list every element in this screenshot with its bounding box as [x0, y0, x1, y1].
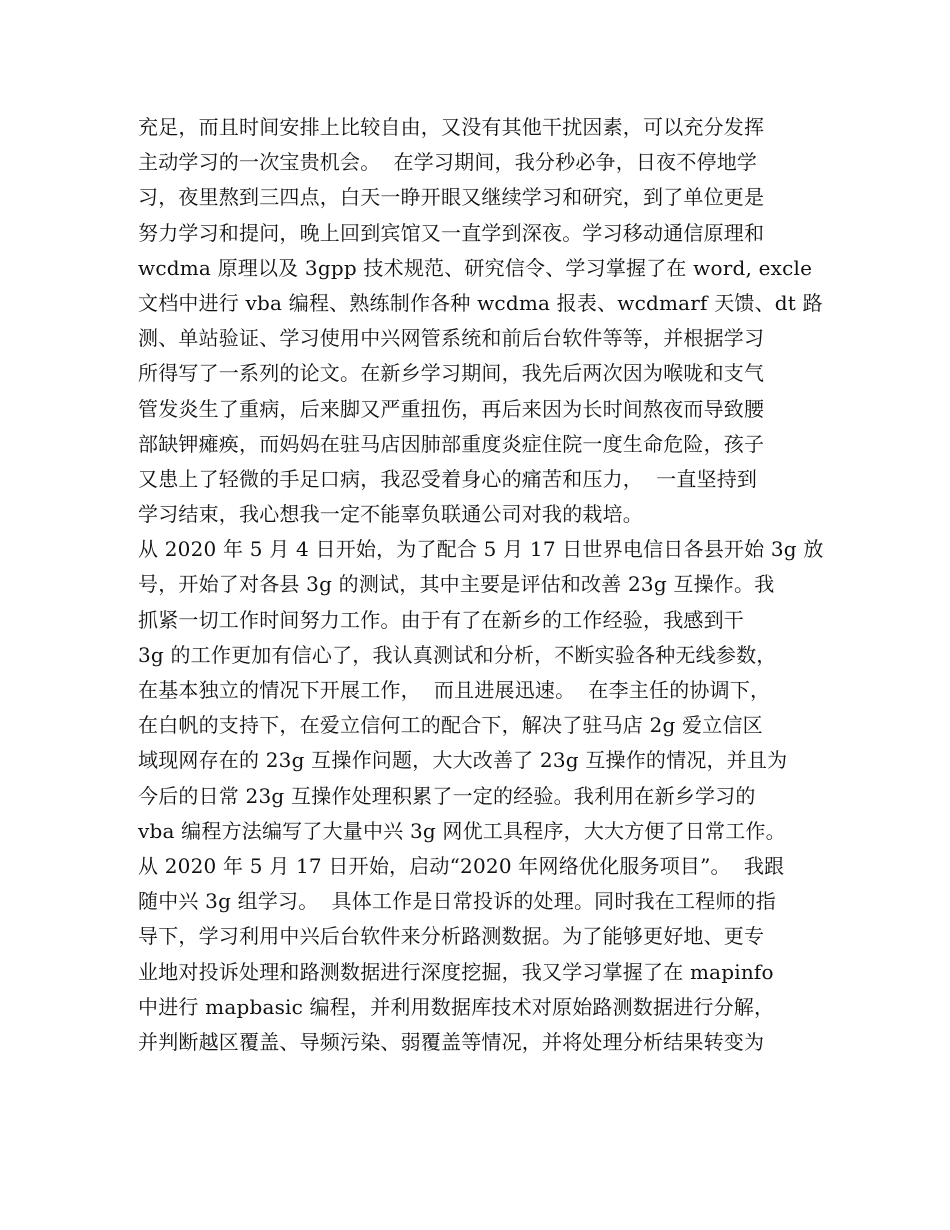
text-line: 又患上了轻微的手足口病，我忍受着身心的痛苦和压力， 一直坚持到: [138, 466, 758, 491]
text-line: 在白帆的支持下，在爱立信何工的配合下，解决了驻马店 2g 爱立信区: [138, 713, 763, 738]
text-line: 主动学习的一次宝贵机会。 在学习期间，我分秒必争，日夜不停地学: [138, 150, 758, 175]
text-line: 抓紧一切工作时间努力工作。由于有了在新乡的工作经验，我感到干: [138, 607, 744, 632]
text-line: 测、单站验证、学习使用中兴网管系统和前后台软件等等，并根据学习: [138, 326, 765, 351]
text-line: 部缺钾瘫痪，而妈妈在驻马店因肺部重度炎症住院一度生命危险，孩子: [138, 431, 765, 456]
text-line: 习，夜里熬到三四点，白天一睁开眼又继续学习和研究，到了单位更是: [138, 185, 765, 210]
text-line: 3g 的工作更加有信心了，我认真测试和分析，不断实验各种无线参数，: [138, 642, 777, 667]
text-line: 号，开始了对各县 3g 的测试，其中主要是评估和改善 23g 互操作。我: [138, 572, 775, 597]
text-line: 从 2020 年 5 月 4 日开始，为了配合 5 月 17 日世界电信日各县开始 3g 放: [138, 537, 824, 562]
text-line: 学习结束，我心想我一定不能辜负联通公司对我的栽培。: [138, 502, 643, 527]
text-line: 所得写了一系列的论文。在新乡学习期间，我先后两次因为喉咙和支气: [138, 361, 765, 386]
text-line: vba 编程方法编写了大量中兴 3g 网优工具程序，大大方便了日常工作。: [138, 818, 786, 843]
text-line: 从 2020 年 5 月 17 日开始，启动“2020 年网络优化服务项目”。 我跟: [138, 853, 785, 878]
text-line: 文档中进行 vba 编程、熟练制作各种 wcdma 报表、wcdmarf 天馈、dt 路: [138, 290, 823, 315]
text-line: 今后的日常 23g 互操作处理积累了一定的经验。我利用在新乡学习的: [138, 783, 756, 808]
text-line: 充足，而且时间安排上比较自由，又没有其他干扰因素，可以充分发挥: [138, 115, 765, 139]
text-line: 导下，学习利用中兴后台软件来分析路测数据。为了能够更好地、更专: [138, 924, 765, 949]
text-line: 并判断越区覆盖、导频污染、弱覆盖等情况，并将处理分析结果转变为: [138, 1029, 765, 1054]
text-line: 业地对投诉处理和路测数据进行深度挖掘，我又学习掌握了在 mapinfo: [138, 959, 774, 984]
text-line: 域现网存在的 23g 互操作问题，大大改善了 23g 互操作的情况，并且为: [138, 748, 788, 773]
text-line: 努力学习和提问，晚上回到宾馆又一直学到深夜。学习移动通信原理和: [138, 220, 765, 245]
text-line: 在基本独立的情况下开展工作， 而且进展迅速。 在李主任的协调下，: [138, 678, 771, 702]
body-text: [138, 110, 828, 1060]
text-line: 中进行 mapbasic 编程，并利用数据库技术对原始路测数据进行分解，: [138, 994, 775, 1019]
text-line: 管发炎生了重病，后来脚又严重扭伤，再后来因为长时间熬夜而导致腰: [138, 396, 765, 421]
text-line: wcdma 原理以及 3gpp 技术规范、研究信令、学习掌握了在 word, excle: [138, 255, 813, 280]
text-line: 随中兴 3g 组学习。 具体工作是日常投诉的处理。同时我在工程师的指: [138, 889, 776, 914]
